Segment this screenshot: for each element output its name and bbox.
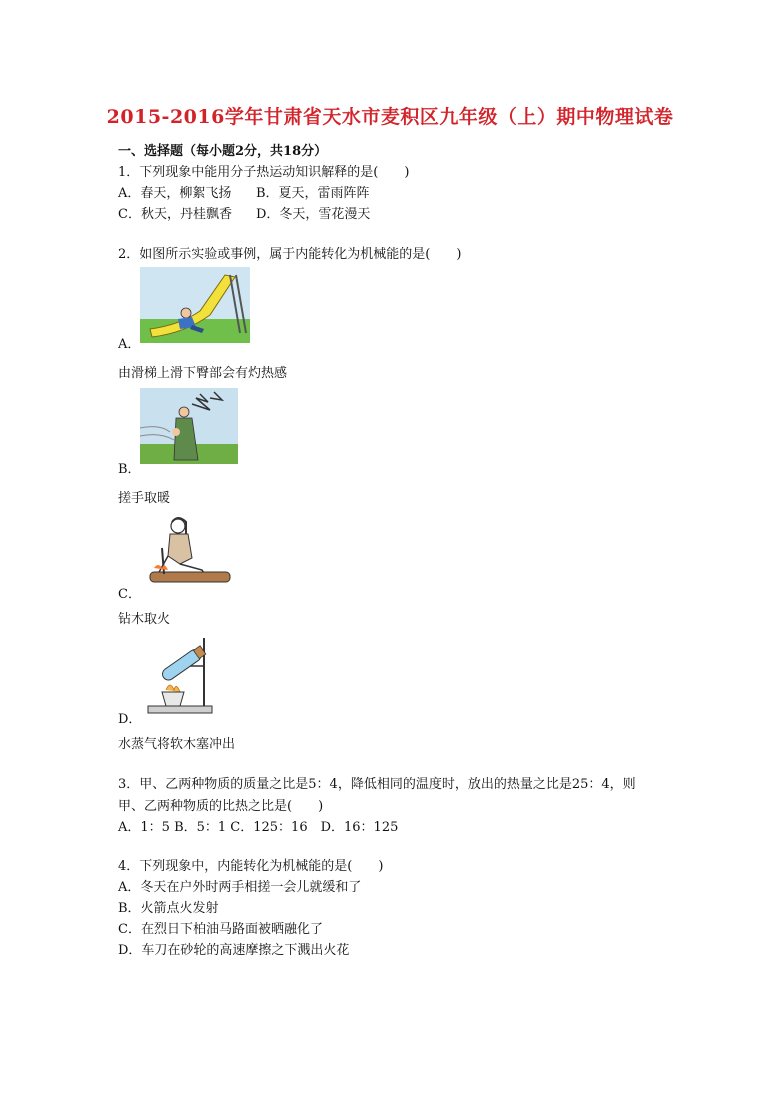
question-2-option-d-caption: 水蒸气将软木塞冲出 — [118, 737, 236, 752]
test-tube-steam-picture — [140, 636, 220, 716]
question-4-option-a: A．冬天在户外时两手相搓一会儿就缓和了 — [118, 880, 362, 895]
question-2-option-c-caption: 钻木取火 — [118, 612, 171, 627]
question-2-option-a-caption: 由滑梯上滑下臀部会有灼热感 — [118, 366, 288, 381]
question-3-stem-line-2: 甲、乙两种物质的比热之比是( ) — [118, 799, 324, 814]
question-1-stem: 1．下列现象中能用分子热运动知识解释的是( ) — [118, 165, 410, 180]
page-title: 2015-2016学年甘肃省天水市麦积区九年级（上）期中物理试卷 — [106, 106, 674, 128]
question-2-stem: 2．如图所示实验或事例，属于内能转化为机械能的是( ) — [118, 247, 462, 262]
question-4-option-b: B．火箭点火发射 — [118, 901, 219, 916]
question-1-option-c: C．秋天，丹桂飘香 — [118, 207, 232, 222]
question-1-options-row-2 — [118, 203, 370, 222]
question-4-stem: 4．下列现象中，内能转化为机械能的是( ) — [118, 859, 384, 874]
question-2-option-a-letter: A． — [118, 337, 141, 352]
question-3-options: A．1：5 B．5：1 C．125：16 D．16：125 — [118, 820, 399, 835]
question-1-options-row-1 — [118, 182, 370, 201]
slide-picture — [140, 267, 250, 343]
question-2-option-c-letter: C． — [118, 587, 141, 602]
question-2-option-b-letter: B． — [118, 462, 141, 477]
section-heading: 一、选择题（每小题2分，共18分） — [118, 144, 328, 159]
question-1-option-b: B．夏天，雷雨阵阵 — [256, 186, 370, 201]
question-1-option-a: A．春天，柳絮飞扬 — [118, 186, 232, 201]
drilling-wood-fire-picture — [140, 512, 240, 588]
question-2-option-d-letter: D． — [118, 712, 142, 727]
question-2-option-b-caption: 搓手取暖 — [118, 491, 171, 506]
rubbing-hands-picture — [140, 388, 238, 464]
question-1-option-d: D．冬天，雪花漫天 — [256, 207, 371, 222]
question-4-option-c: C．在烈日下柏油马路面被晒融化了 — [118, 922, 323, 937]
question-3-stem-line-1: 3．甲、乙两种物质的质量之比是5：4，降低相同的温度时，放出的热量之比是25：4，则 — [118, 777, 636, 792]
question-4-option-d: D．车刀在砂轮的高速摩擦之下溅出火花 — [118, 943, 350, 958]
